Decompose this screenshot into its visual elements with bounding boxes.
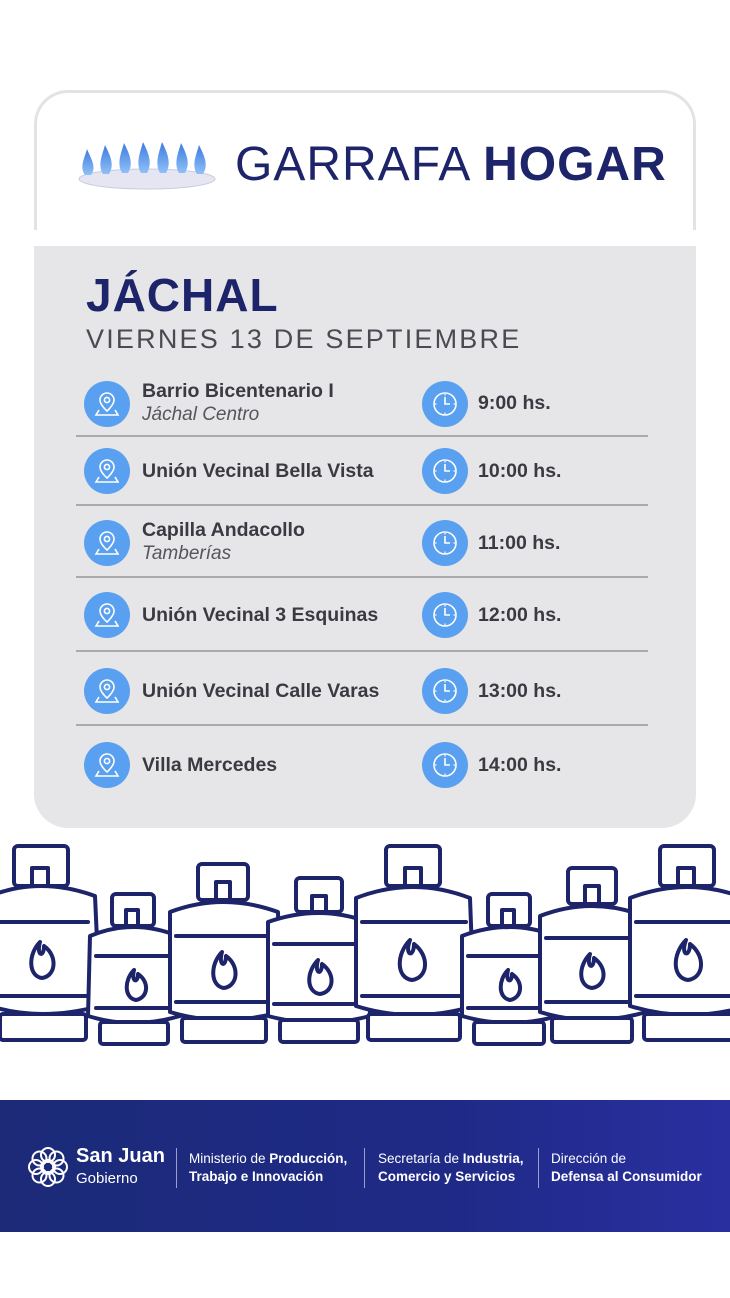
schedule-row: [76, 518, 648, 570]
row-divider: [76, 435, 648, 437]
government-name: San Juan: [76, 1145, 165, 1167]
time-label: 12:00 hs.: [478, 604, 562, 626]
time-label: 13:00 hs.: [478, 680, 562, 702]
ministry-label: Ministerio de Producción, Trabajo e Innovación: [189, 1151, 348, 1184]
location-pin-icon: [84, 448, 130, 494]
time-label: 11:00 hs.: [478, 532, 561, 554]
clock-icon: [422, 668, 468, 714]
time-label: 10:00 hs.: [478, 460, 562, 482]
location-pin-icon: [84, 520, 130, 566]
location-area: Jáchal Centro: [142, 404, 260, 425]
brand-header: [37, 135, 693, 195]
time-label: 14:00 hs.: [478, 754, 562, 776]
san-juan-sun-logo-icon: [26, 1145, 70, 1189]
header-card: [34, 90, 696, 230]
gas-burner-flames-icon: [77, 141, 217, 191]
location-pin-icon: [84, 742, 130, 788]
government-label: Gobierno: [76, 1170, 138, 1187]
location-pin-icon: [84, 381, 130, 427]
brand-title: [235, 137, 667, 192]
footer-separator: [538, 1148, 539, 1188]
footer-separator: [176, 1148, 177, 1188]
date-subtitle: VIERNES 13 DE SEPTIEMBRE: [86, 324, 522, 354]
schedule-row: [76, 666, 648, 718]
location-pin-icon: [84, 668, 130, 714]
location-name: Unión Vecinal Bella Vista: [142, 460, 374, 482]
schedule-row: [76, 590, 648, 642]
clock-icon: [422, 520, 468, 566]
clock-icon: [422, 381, 468, 427]
schedule-row: [76, 448, 648, 500]
gas-cylinder-icon: [630, 846, 730, 1040]
brand-light: GARRAFA: [235, 138, 469, 191]
gas-cylinder-icon: [88, 894, 180, 1044]
location-name: Unión Vecinal 3 Esquinas: [142, 604, 379, 626]
row-divider: [76, 724, 648, 726]
location-pin-icon: [84, 592, 130, 638]
gas-cylinder-icon: [170, 864, 280, 1042]
clock-icon: [422, 742, 468, 788]
row-divider: [76, 576, 648, 578]
city-title: JÁCHAL: [86, 269, 279, 321]
gas-cylinder-icon: [356, 846, 474, 1040]
brand-bold: HOGAR: [483, 138, 667, 191]
directorate-label: Dirección de Defensa al Consumidor: [551, 1151, 702, 1184]
footer-separator: [364, 1148, 365, 1188]
gas-cylinder-icon: [0, 846, 100, 1040]
location-area: Tamberías: [142, 543, 232, 564]
gas-cylinders-illustration: [0, 836, 730, 1050]
clock-icon: [422, 592, 468, 638]
location-name: Barrio Bicentenario I: [142, 380, 334, 402]
row-divider: [76, 504, 648, 506]
schedule-row: [76, 742, 648, 794]
footer-band: [0, 1100, 730, 1232]
clock-icon: [422, 448, 468, 494]
time-label: 9:00 hs.: [478, 392, 551, 414]
schedule-row: [76, 378, 648, 430]
row-divider: [76, 650, 648, 652]
schedule-panel: [34, 246, 696, 828]
secretariat-label: Secretaría de Industria, Comercio y Servicios: [378, 1151, 524, 1184]
location-name: Villa Mercedes: [142, 754, 278, 776]
location-name: Capilla Andacollo: [142, 519, 305, 541]
location-name: Unión Vecinal Calle Varas: [142, 680, 380, 702]
